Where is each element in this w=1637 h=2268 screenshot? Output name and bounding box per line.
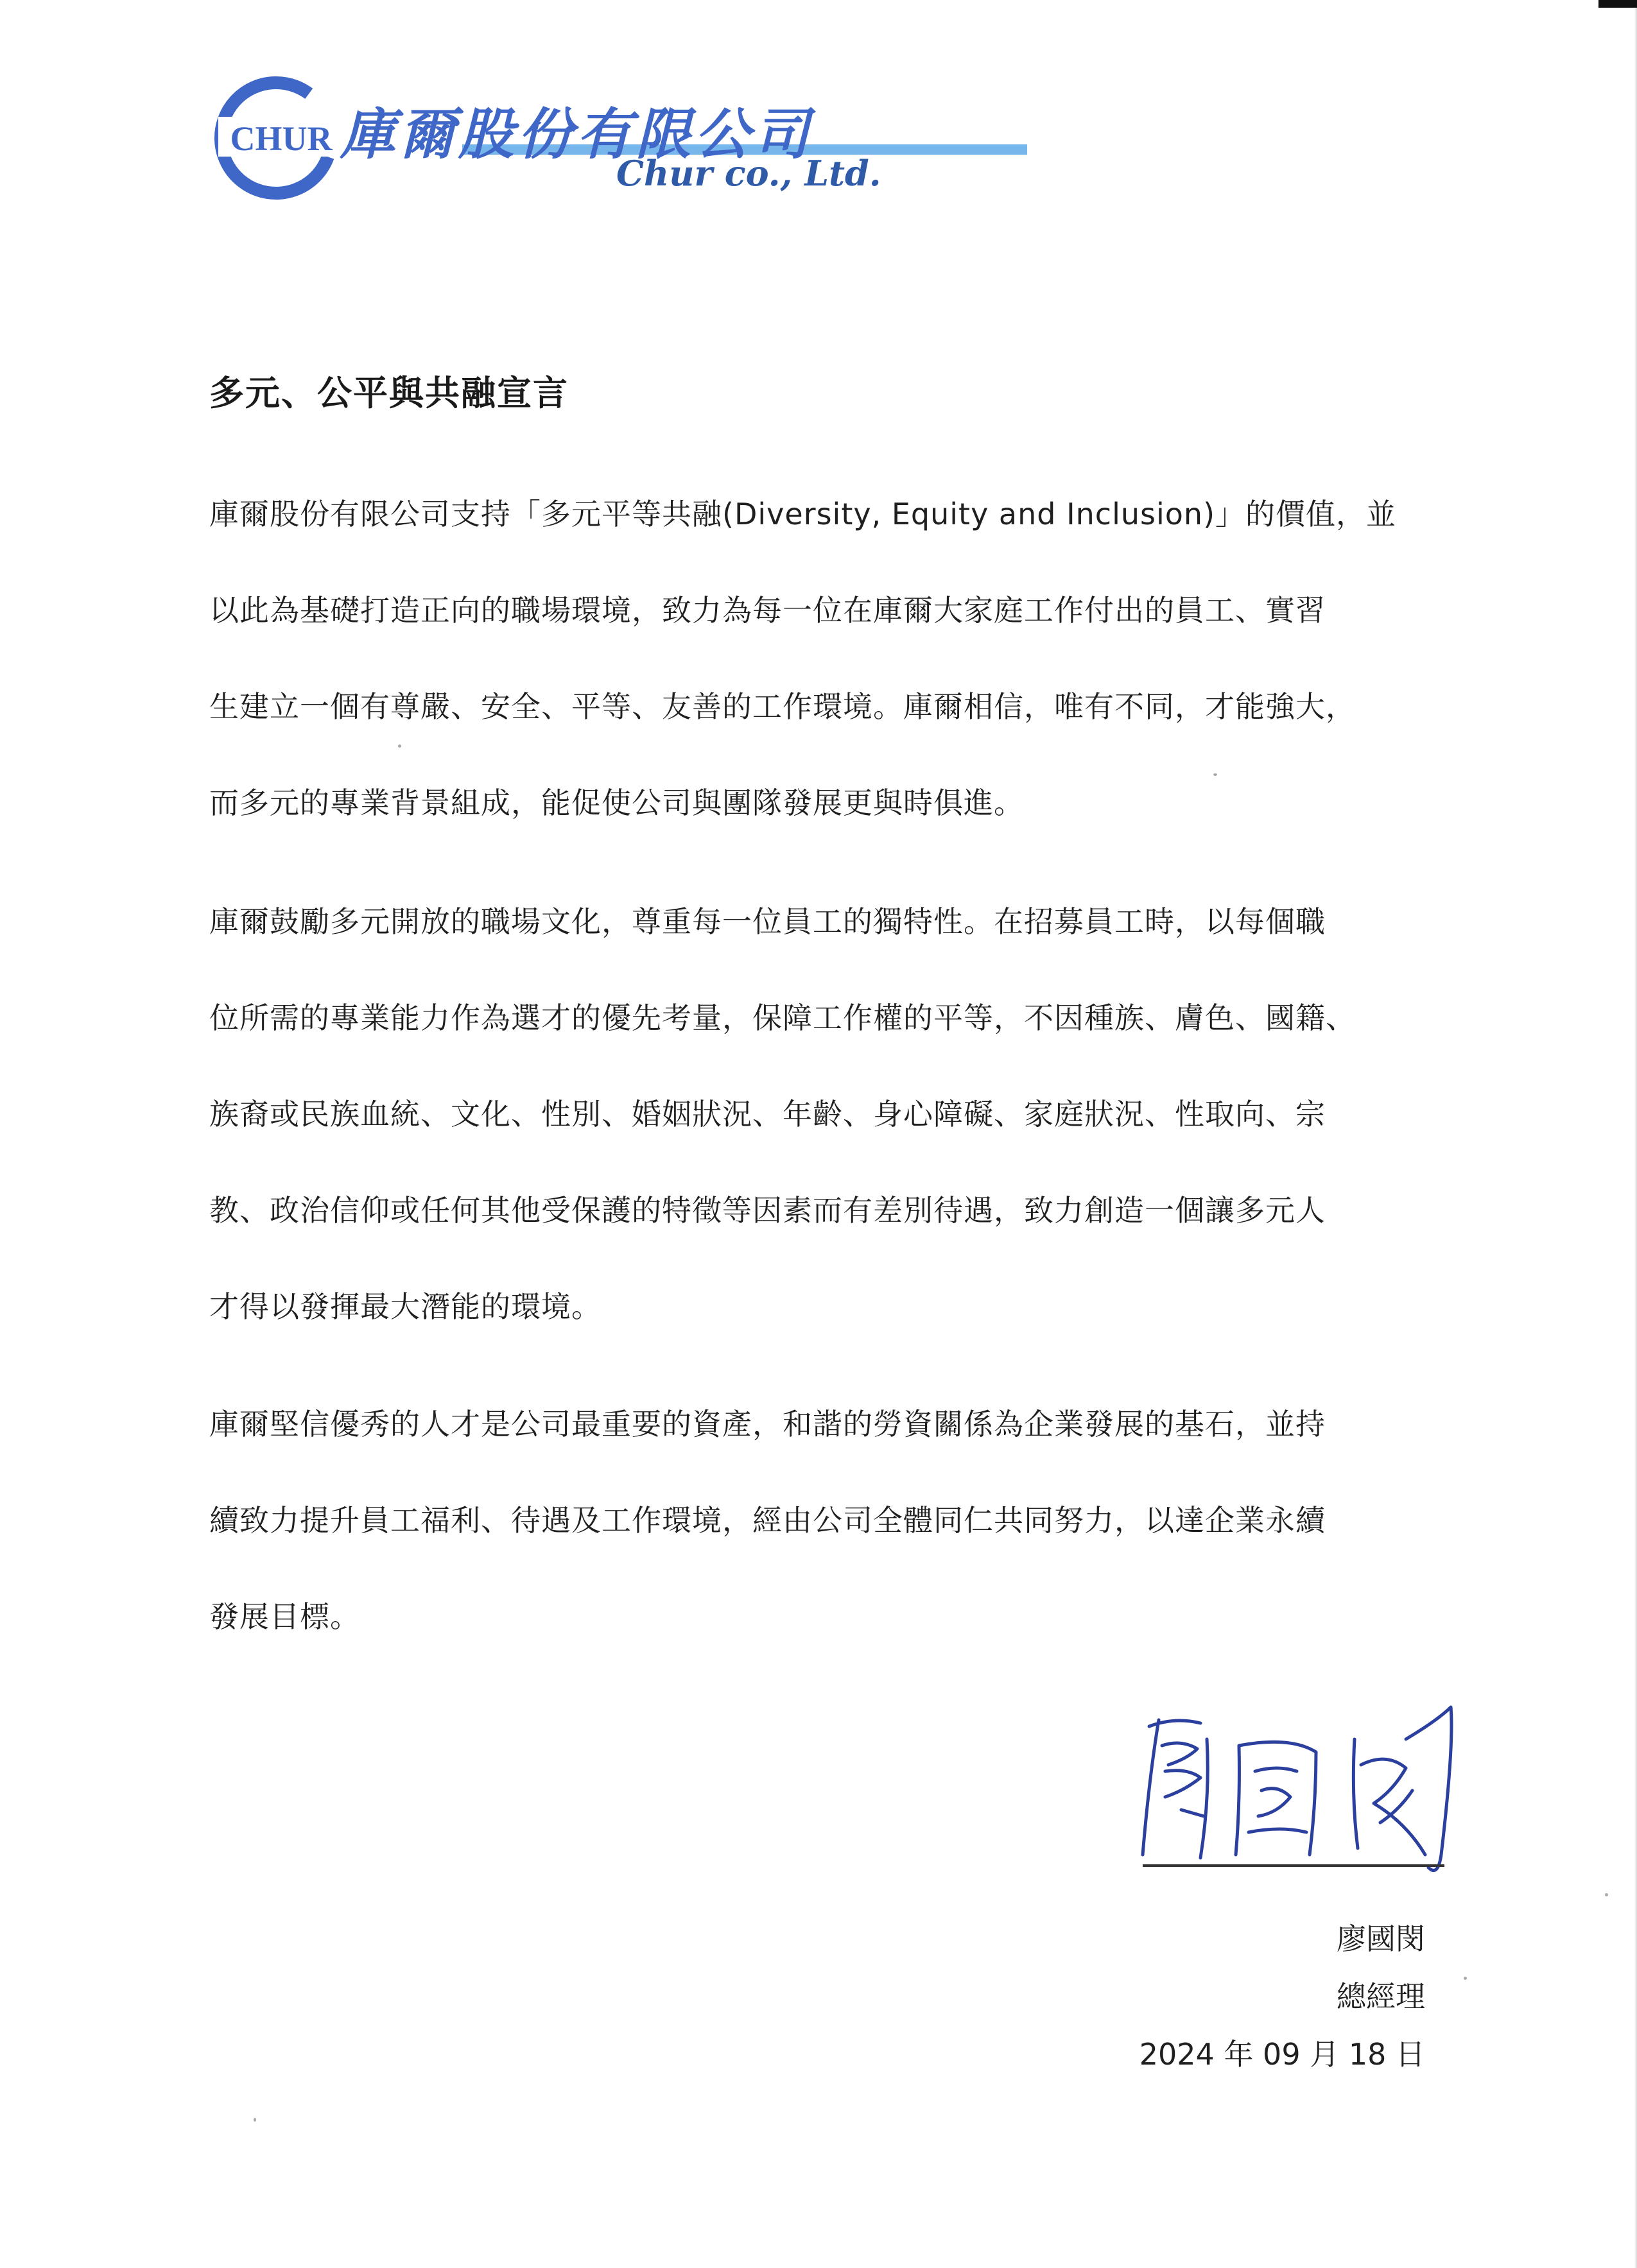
signer-position: 總經理: [1337, 1979, 1425, 2014]
scan-mark: [1598, 0, 1637, 8]
scan-speck: [1605, 1893, 1608, 1896]
signer-name: 廖國閔: [1337, 1921, 1425, 1956]
paragraph-2-line-3: 族裔或民族血統、文化、性別、婚姻狀況、年齡、身心障礙、家庭狀況、性取向、宗: [209, 1097, 1326, 1131]
scan-edge: [1634, 0, 1637, 2268]
scan-speck: [254, 2118, 256, 2122]
scan-speck: [1464, 1977, 1467, 1980]
company-name-zh: 庫爾股份有限公司: [340, 102, 813, 167]
paragraph-2-line-1: 庫爾鼓勵多元開放的職場文化，尊重每一位員工的獨特性。在招募員工時，以每個職: [209, 904, 1326, 939]
company-logo: [205, 71, 347, 205]
paragraph-2-line-5: 才得以發揮最大潛能的環境。: [209, 1289, 602, 1324]
paragraph-1-line-1: 庫爾股份有限公司支持「多元平等共融(Diversity, Equity and Inclusion)」的價值，並: [209, 497, 1397, 531]
signature-line: [1143, 1864, 1444, 1867]
paragraph-2-line-2: 位所需的專業能力作為選才的優先考量，保障工作權的平等，不因種族、膚色、國籍、: [209, 1001, 1356, 1035]
company-name-en: Chur co., Ltd.: [616, 153, 881, 194]
scan-speck: [1213, 773, 1217, 776]
document-title: 多元、公平與共融宣言: [209, 373, 569, 413]
paragraph-2-line-4: 教、政治信仰或任何其他受保護的特徵等因素而有差別待遇，致力創造一個讓多元人: [209, 1193, 1326, 1228]
signature-date: 2024 年 09 月 18 日: [1139, 2037, 1425, 2072]
paragraph-3-line-1: 庫爾堅信優秀的人才是公司最重要的資產，和諧的勞資關係為企業發展的基石，並持: [209, 1407, 1326, 1441]
logo-text: CHUR: [230, 119, 333, 158]
scan-speck: [398, 744, 401, 748]
paragraph-1-line-4: 而多元的專業背景組成，能促使公司與團隊發展更與時俱進。: [209, 786, 1024, 820]
paragraph-3-line-2: 續致力提升員工福利、待遇及工作環境，經由公司全體同仁共同努力，以達企業永續: [209, 1503, 1326, 1538]
paragraph-1-line-3: 生建立一個有尊嚴、安全、平等、友善的工作環境。庫爾相信，唯有不同，才能強大，: [209, 689, 1356, 724]
letterhead: [205, 71, 881, 205]
handwritten-signature: [1104, 1694, 1464, 1887]
paragraph-3-line-3: 發展目標。: [209, 1599, 360, 1634]
paragraph-1-line-2: 以此為基礎打造正向的職場環境，致力為每一位在庫爾大家庭工作付出的員工、實習: [209, 593, 1326, 628]
